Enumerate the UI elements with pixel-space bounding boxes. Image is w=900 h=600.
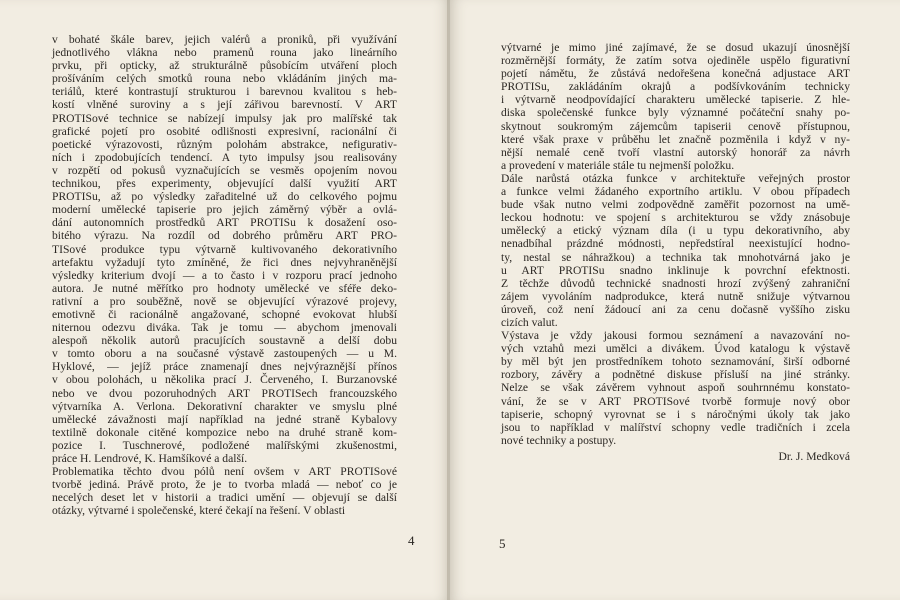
text-line: nenadbíhal prázdné módnosti, nepředstíral neexistující hodno- [501, 237, 850, 251]
text-line: pozice I. Tuschnerové, podložené malířskými zkušenostmi, [52, 438, 397, 452]
text-line: niternou odezvu diváka. Tak je tomu — abychom jmenovali [52, 321, 397, 335]
text-line: prvku, při opticky, až strukturálně působícím utváření ploch [52, 59, 397, 73]
text-line: vání, že se v ART PROTISové tvorbě formuje nový obor [501, 394, 850, 408]
text-line: rozměrnější formáty, že zatím sotva ojediněle uspělo figurativní [501, 54, 850, 68]
text-line: TISové produkce typu výtvarně kultivovaného dekorativního [52, 242, 397, 256]
text-line: artefaktu vyžadují tyto zmíněné, že řici dnes nejvyhraněnější [52, 255, 397, 269]
text-line: které však praxe v průběhu let značně pozměnila i když v ny- [501, 132, 850, 146]
text-line: rativní a pro souběžně, nově se objevující výrazové projevy, [52, 294, 397, 308]
text-line: cizích valut. [501, 315, 558, 329]
author-signature: Dr. J. Medková [778, 449, 850, 463]
left-page-text [52, 33, 397, 517]
text-line: ních i zpodobujících tendencí. A tyto impulsy jsou realisovány [52, 150, 397, 164]
text-line: poetické výrazovosti, různým polohám abstrakce, nefigurativ- [52, 137, 397, 151]
text-line: teriálů, které kontrastují strukturou i barevnou kvalitou s heb- [52, 85, 397, 99]
text-line: leckou hodnotu: ve spojení s architekturou se vždy znásobuje [501, 211, 850, 225]
text-line: PROTISu, až po výsledky zařaditelné už do celkového pojmu [52, 190, 397, 204]
right-page [450, 0, 900, 600]
text-line: dání autonomních prostředků ART PROTISu k dosažení oso- [52, 216, 397, 230]
text-line: zájem vyvoláním nadprodukce, která nutně snižuje výtvarnou [501, 289, 850, 303]
text-line: otázky, výtvarné i společenské, které čekají na řešení. V oblasti [52, 504, 346, 518]
text-line: v rozpětí od pokusů vyznačujících se vesměs opojením novou [52, 163, 397, 177]
text-line: Nelze se však závěrem vyhnout aspoň souhrnnému konstato- [501, 381, 850, 395]
text-line: výtvarné je mimo jiné zajímavé, že se dosud ukazují únosnější [501, 41, 850, 54]
right-page-number: 5 [499, 536, 506, 551]
text-line: i výtvarně neodpovídající charakteru umělecké tapiserie. Z hle- [501, 93, 850, 107]
text-line: necelých deset let v historii a tradici umění — objevují se další [52, 491, 397, 505]
text-line: PROTISové technice se nabízejí impulsy jak pro malířské tak [52, 111, 397, 125]
text-line: grafické pojetí pro osobité odlišnosti expresivní, racionální či [52, 124, 397, 138]
text-line: moderní umělecké tapiserie pro jejich záměrný výběr a ovlá- [52, 203, 397, 217]
text-line: bude však nutno velmi zodpovědně zaměřit pozornost na umě- [501, 198, 850, 212]
text-line: v tomto oboru a na současné výstavě zastoupených — u M. [52, 347, 397, 361]
text-line: výsledky kriterium dvojí — a to často i v rozporu prací jednoho [52, 268, 397, 282]
text-line: Problematika těchto dvou pólů není ovšem v ART PROTISové [52, 465, 397, 479]
left-page-number: 4 [408, 533, 415, 548]
text-line: umělecké závažnosti mají například na jedné straně Kybalovy [52, 412, 397, 426]
text-line: prošíváním celých smotků rouna nebo vkládáním jiných ma- [52, 72, 397, 86]
text-line: by měl být jen prostředníkem tohoto seznamování, širší odborné [501, 355, 850, 369]
text-line: u ART PROTISu snadno inklinuje k povrchní efektnosti. [501, 263, 850, 277]
text-line: autora. Je nutné měřítko pro hodnoty umělecké ve sféře deko- [52, 281, 397, 295]
text-line: Výstava je vždy jakousi formou seznámení a navazování no- [501, 329, 850, 343]
text-line: PROTISu, zakládáním okrajů a podšívkováním technicky [501, 80, 850, 94]
text-line: v obou polohách, u několika prací J. Červeného, I. Burzanovské [52, 373, 397, 387]
text-line: pojetí námětu, že zůstává nedořešena konečná adjustace ART [501, 67, 850, 81]
text-line: emotivně či racionálně angažované, schopné evokovat hlubší [52, 307, 397, 321]
text-line: diska společenské funkce byly významné počáteční snahy po- [501, 106, 850, 120]
text-line: textilně dokonale citěné kompozice nebo na druhé straně kom- [52, 425, 397, 439]
text-line: výtvarníka A. Verlona. Dekorativní charakter ve smyslu plné [52, 399, 397, 413]
text-line: rozbory, závěry a podnětné diskuse přísluší na jiné stránky. [501, 368, 850, 382]
text-line: bitého výrazu. Na rozdíl od dobrého průměru ART PRO- [52, 229, 397, 243]
text-line: ty, nestal se náhražkou) a technika tak mnohotvárná jako je [501, 250, 850, 264]
text-line: alespoň několik autorů pracujících soustavně a delší dobu [52, 334, 397, 348]
text-line: skytnout soukromým zájemcům tapiserii cenově přístupnou, [501, 119, 850, 133]
text-line: Z těchže důvodů technické snadnosti hrozí zvýšený zahraniční [501, 276, 850, 290]
text-line: jednotlivého vlákna nebo pramenů rouna jako lineárního [52, 46, 397, 60]
text-line: vých vztahů mezi umělci a divákem. Úvod katalogu k výstavě [501, 342, 850, 356]
text-line: nové techniky a postupy. [501, 433, 617, 447]
text-line: tapiserie, schopný vyrovnat se i s náročnými úkoly tak jako [501, 407, 850, 421]
text-line: tvorbě jediná. Právě proto, že je to tvorba mladá — neboť co je [52, 478, 397, 492]
text-line: Hyklové, — jejíž práce znamenají dnes nejvýraznější přínos [52, 360, 397, 374]
text-line: nější nemalé ceně tvoří vlastní autorský honorář za návrh [501, 145, 850, 159]
text-line: práce H. Lendrové, K. Hamšíkové a další. [52, 452, 248, 465]
text-line: umělecký a etický význam díla (i u typu dekorativního, aby [501, 224, 850, 238]
text-line: Dále narůstá otázka funkce v architektuře veřejných prostor [501, 171, 850, 185]
right-page-text [501, 41, 850, 463]
text-line: kostí vlněné suroviny a s její zářivou barevností. V ART [52, 98, 397, 112]
text-line: úroveň, což není žádoucí ani za cenu dočasně vyššího zisku [501, 302, 850, 316]
text-line: a provedení v materiále stále tu nejmenší položku. [501, 158, 735, 172]
text-line: a funkce velmi žádaného exportního artiklu. V obou případech [501, 185, 850, 199]
text-line: v bohaté škále barev, jejich valérů a proniků, při využívání [52, 33, 397, 46]
text-line: nebo ve dvou pozoruhodných ART PROTISech francouzského [52, 386, 397, 400]
text-line: technikou, přes experimenty, objevující další využití ART [52, 177, 397, 191]
text-line: jsou to například v malířství schopny vedle tradičních i zcela [501, 420, 850, 434]
